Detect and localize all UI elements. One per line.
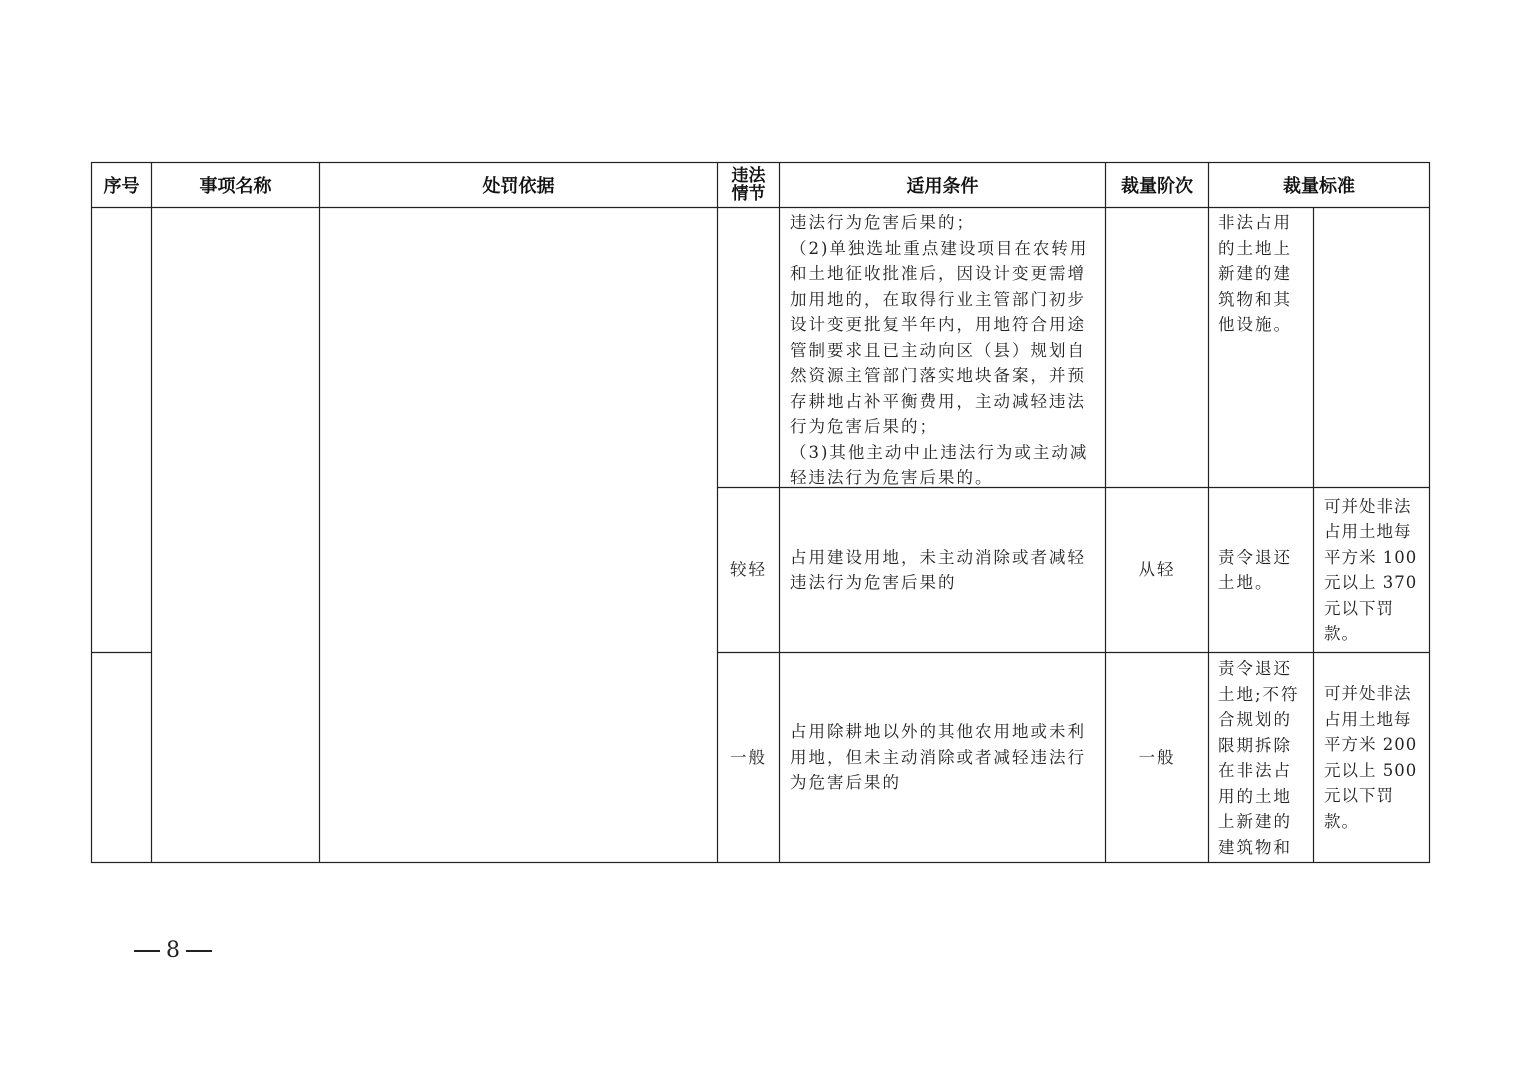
header-basis-label: 处罚依据 xyxy=(482,176,555,197)
row1-condition-line: 然资源主管部门落实地块备案，并预 xyxy=(790,366,1086,385)
row2-circumstance-label: 较轻 xyxy=(730,560,767,580)
row2-circumstance xyxy=(718,488,779,652)
row2-standard-a-line: 责令退还 xyxy=(1218,547,1292,567)
row1-standard-a-line: 新建的建 xyxy=(1218,264,1292,283)
row2-standard-b-line: 占用土地每 xyxy=(1324,522,1412,541)
row3-standard-a-line: 在非法占 xyxy=(1218,761,1292,780)
row3-standard-b-line: 平方米 200 xyxy=(1324,735,1418,754)
header-level xyxy=(1106,163,1208,207)
page-number-value: 8 xyxy=(166,938,180,963)
row3-standard-b xyxy=(1324,653,1428,862)
header-standard-label: 裁量标准 xyxy=(1283,176,1355,197)
row2-standard-b-line: 平方米 100 xyxy=(1324,547,1418,567)
row1-condition-line: （2)单独选址重点建设项目在农转用 xyxy=(790,238,1089,258)
header-no-label: 序号 xyxy=(103,176,140,197)
header-no xyxy=(92,163,151,207)
row1-condition-line: 设计变更批复半年内，用地符合用途 xyxy=(790,315,1086,334)
header-conditions-label: 适用条件 xyxy=(906,176,979,197)
row2-standard-b-line: 款。 xyxy=(1324,624,1359,643)
header-basis xyxy=(320,163,717,207)
row3-condition-line: 为危害后果的 xyxy=(790,773,901,793)
header-circumstance-line1: 违法 xyxy=(731,166,766,186)
row3-standard-a-line: 土地;不符 xyxy=(1218,684,1300,704)
row3-standard-b-line: 元以下罚 xyxy=(1324,786,1394,805)
row1-condition-line: 轻违法行为危害后果的。 xyxy=(790,468,994,486)
header-conditions xyxy=(780,163,1105,207)
header-item-name xyxy=(152,163,319,207)
row1-conditions xyxy=(790,210,1102,486)
header-circumstance-line2: 情节 xyxy=(731,184,766,204)
row3-standard-a-line: 用的土地 xyxy=(1218,786,1292,806)
row2-condition-line: 占用建设用地，未主动消除或者减轻 xyxy=(790,547,1086,567)
row3-standard-a-line: 上新建的 xyxy=(1218,812,1292,831)
row2-level xyxy=(1106,488,1208,652)
row3-standard-a-line: 合规划的 xyxy=(1218,710,1292,729)
row2-standard-a-line: 土地。 xyxy=(1218,573,1274,592)
row3-standard-a-line: 限期拆除 xyxy=(1218,735,1292,755)
header-standard xyxy=(1209,163,1429,207)
page-number-dash-left xyxy=(134,950,160,951)
row2-standard-b-line: 元以下罚 xyxy=(1324,598,1394,618)
row1-standard-a-line: 筑物和其 xyxy=(1218,289,1292,309)
row3-standard-a-line: 建筑物和 xyxy=(1218,837,1292,857)
row3-condition-line: 用地，但未主动消除或者减轻违法行 xyxy=(790,747,1086,767)
row2-conditions xyxy=(790,488,1102,652)
row3-standard-b-line: 可并处非法 xyxy=(1324,684,1412,703)
row1-condition-line: 违法行为危害后果的； xyxy=(790,213,975,232)
row1-condition-line: 行为危害后果的； xyxy=(790,417,938,436)
row3-circumstance-label: 一般 xyxy=(730,747,767,767)
row3-level xyxy=(1106,653,1208,862)
header-level-label: 裁量阶次 xyxy=(1121,176,1193,197)
row1-standard-a xyxy=(1218,210,1310,486)
row2-standard-b-line: 可并处非法 xyxy=(1324,496,1412,516)
row3-standard-b-line: 款。 xyxy=(1324,811,1359,831)
row2-standard-a xyxy=(1218,488,1310,652)
row2-standard-b-line: 元以上 370 xyxy=(1324,573,1418,592)
row1-standard-a-line: 的土地上 xyxy=(1218,238,1292,258)
page-number xyxy=(128,938,218,963)
row3-standard-b-line: 占用土地每 xyxy=(1324,709,1412,729)
row3-condition-line: 占用除耕地以外的其他农用地或未利 xyxy=(790,722,1086,742)
row1-condition-line: 管制要求且已主动向区（县）规划自 xyxy=(790,340,1086,360)
row1-condition-line: 存耕地占补平衡费用，主动减轻违法 xyxy=(790,391,1086,411)
row3-standard-b-line: 元以上 500 xyxy=(1324,760,1418,780)
row1-standard-a-line: 他设施。 xyxy=(1218,315,1292,334)
page-number-dash-right xyxy=(186,950,212,951)
row1-condition-line: （3)其他主动中止违法行为或主动减 xyxy=(790,442,1089,462)
row3-standard-a xyxy=(1218,656,1310,861)
row2-standard-b xyxy=(1324,488,1428,652)
row1-condition-line: 加用地的，在取得行业主管部门初步 xyxy=(790,289,1086,309)
row3-level-label: 一般 xyxy=(1138,747,1176,767)
row3-conditions xyxy=(790,653,1102,862)
header-circumstance xyxy=(718,163,779,207)
row1-standard-a-line: 非法占用 xyxy=(1218,213,1292,232)
row2-level-label: 从轻 xyxy=(1138,560,1176,580)
row3-standard-a-line: 责令退还 xyxy=(1218,659,1292,678)
row1-condition-line: 和土地征收批准后，因设计变更需增 xyxy=(790,264,1086,283)
row2-condition-line: 违法行为危害后果的 xyxy=(790,573,957,592)
row3-circumstance xyxy=(718,653,779,862)
header-item-name-label: 事项名称 xyxy=(199,176,272,197)
